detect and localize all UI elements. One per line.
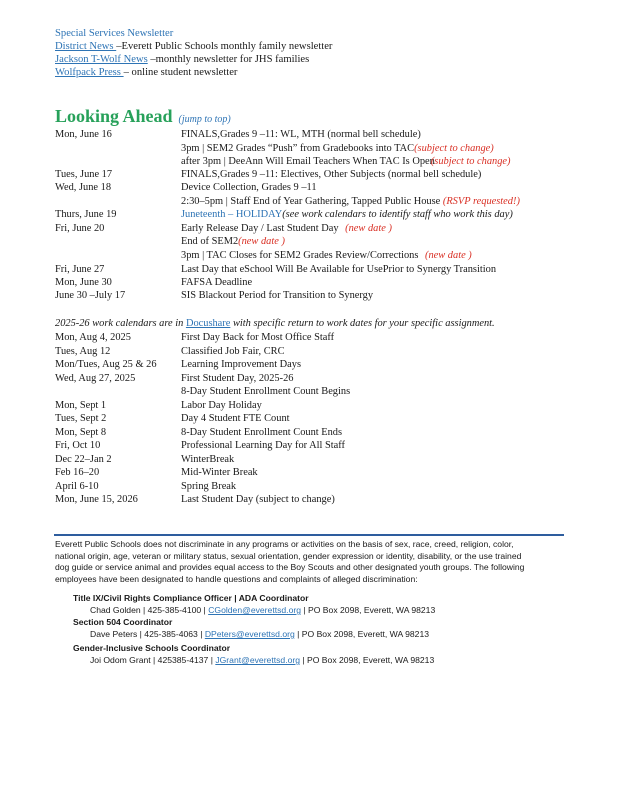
row-date: Tues, June 17 <box>55 169 113 180</box>
statement-line: national origin, age, veteran or military status, sexual orientation, gender expression or identity, disability, or the use trained <box>55 550 522 561</box>
contact-line <box>90 629 429 641</box>
newsletter-item-district <box>55 40 332 53</box>
row-text: FINALS,Grades 9 –11: WL, MTH (normal bell schedule) <box>181 129 421 140</box>
row-date: Mon, Sept 1 <box>55 400 107 411</box>
contact-email-link[interactable]: DPeters@everettsd.org <box>204 629 295 639</box>
row-date: Mon, June 30 <box>55 277 112 288</box>
row-date: Mon/Tues, Aug 25 & 26 <box>55 359 157 370</box>
row-text: WinterBreak <box>181 454 235 465</box>
statement-line: dog guide or service animal and provides equal access to the Boy Scouts and other designated youth groups. The following <box>55 562 525 572</box>
row-text: Day 4 Student FTE Count <box>181 413 290 424</box>
contact-name: Dave Peters | 425-385-4063 | <box>90 629 205 639</box>
row-note: (new date ) <box>425 250 472 261</box>
row-note: (subject to change) <box>430 156 511 167</box>
row-text: Juneteenth – HOLIDAY <box>181 209 283 220</box>
district-news-link[interactable]: District News <box>55 41 117 52</box>
contact-name: Joi Odom Grant | 425385-4137 | <box>90 655 216 665</box>
row-text: 3pm | SEM2 Grades “Push” from Gradebooks into TAC <box>181 143 415 154</box>
row-date: Mon, Aug 4, 2025 <box>55 332 131 343</box>
calendar-note-after: with specific return to work dates for your specific assignment. <box>230 318 495 329</box>
row-text: Classified Job Fair, CRC <box>181 346 285 357</box>
contact-address: | PO Box 2098, Everett, WA 98213 <box>300 655 435 665</box>
row-text: SIS Blackout Period for Transition to Synergy <box>181 290 374 301</box>
wolfpack-press-link[interactable]: Wolfpack Press <box>55 67 124 78</box>
row-date: Feb 16–20 <box>55 467 100 478</box>
row-text: Early Release Day / Last Student Day <box>181 223 342 234</box>
row-text: Spring Break <box>181 481 237 492</box>
contact-role: Section 504 Coordinator <box>73 617 173 627</box>
row-date: Fri, Oct 10 <box>55 440 101 451</box>
row-date: Wed, June 18 <box>55 182 112 193</box>
row-date: Mon, June 15, 2026 <box>55 494 138 505</box>
row-text: First Student Day, 2025-26 <box>181 373 294 384</box>
statement-line: Everett Public Schools does not discriminate in any programs or activities on the basis of sex, race, creed, religion, color, <box>55 539 514 549</box>
jackson-news-link[interactable]: Jackson T-Wolf News <box>55 54 148 65</box>
contact-role: Gender-Inclusive Schools Coordinator <box>73 643 231 653</box>
contact-email-link[interactable]: JGrant@everettsd.org <box>215 655 300 665</box>
contact-email-link[interactable]: CGolden@everettsd.org <box>208 605 301 615</box>
footer-divider <box>54 534 564 536</box>
newsletter-heading: Special Services Newsletter <box>55 28 174 39</box>
row-text: 8-Day Student Enrollment Count Begins <box>181 386 351 397</box>
row-text: after 3pm | DeeAnn Will Email Teachers When TAC Is Open <box>181 156 435 167</box>
docushare-link[interactable]: Docushare <box>185 318 231 329</box>
row-date: June 30 –July 17 <box>55 290 126 301</box>
row-note: (see work calendars to identify staff who work this day) <box>282 209 513 220</box>
row-date: Wed, Aug 27, 2025 <box>55 373 136 384</box>
row-date: Fri, June 27 <box>55 264 105 275</box>
statement-line: employees have been designated to handle questions and complaints of alleged discrimination: <box>55 573 418 584</box>
jump-to-top-link[interactable]: (jump to top) <box>178 114 231 125</box>
row-text: 8-Day Student Enrollment Count Ends <box>181 427 343 438</box>
contact-role: Title IX/Civil Rights Compliance Officer | ADA Coordinator <box>73 593 309 603</box>
row-date: Mon, Sept 8 <box>55 427 107 438</box>
row-note: (RSVP requested!) <box>442 196 520 207</box>
row-date: Tues, Aug 12 <box>55 346 111 357</box>
row-text: Professional Learning Day for All Staff <box>181 440 346 451</box>
newsletter-desc: –monthly newsletter for JHS families <box>147 54 310 65</box>
newsletter-item-jackson <box>55 53 309 66</box>
row-text: Learning Improvement Days <box>181 359 302 370</box>
row-text: Device Collection, Grades 9 –11 <box>181 182 317 193</box>
row-date: Tues, Sept 2 <box>55 413 107 424</box>
newsletter-desc: – online student newsletter <box>123 67 238 78</box>
row-text: Last Student Day (subject to change) <box>181 494 335 505</box>
contact-line <box>90 605 435 617</box>
row-date: Thurs, June 19 <box>55 209 117 220</box>
row-date: Fri, June 20 <box>55 223 105 234</box>
nondiscrimination-statement <box>55 539 524 585</box>
newsletter-desc: –Everett Public Schools monthly family newsletter <box>116 41 333 52</box>
row-text: 3pm | TAC Closes for SEM2 Grades Review/Corrections <box>181 250 422 261</box>
row-note: (new date ) <box>345 223 392 234</box>
row-date: Dec 22–Jan 2 <box>55 454 112 465</box>
contact-address: | PO Box 2098, Everett, WA 98213 <box>301 605 436 615</box>
row-text: FINALS,Grades 9 –11: Electives, Other Subjects (normal bell schedule) <box>181 169 482 180</box>
contact-address: | PO Box 2098, Everett, WA 98213 <box>294 629 430 639</box>
contact-name: Chad Golden | 425-385-4100 | <box>90 605 209 615</box>
row-text: Labor Day Holiday <box>181 400 262 411</box>
row-note: (subject to change) <box>414 143 494 154</box>
contact-line <box>90 655 434 667</box>
row-text: End of SEM2 <box>181 236 239 247</box>
newsletter-item-wolfpack <box>55 66 237 79</box>
row-text: Last Day that eSchool Will Be Available for UsePrior to Synergy Transition <box>181 264 497 275</box>
looking-ahead-title: Looking Ahead <box>55 106 173 126</box>
row-date: Mon, June 16 <box>55 129 112 140</box>
row-text: First Day Back for Most Office Staff <box>181 332 335 343</box>
row-text: 2:30–5pm | Staff End of Year Gathering, Tapped Public House <box>181 196 441 207</box>
row-date: April 6-10 <box>55 481 99 492</box>
looking-ahead-heading <box>55 106 231 127</box>
calendar-note <box>55 318 495 330</box>
row-text: FAFSA Deadline <box>181 277 253 288</box>
calendar-note-before: 2025-26 work calendars are in <box>55 318 186 329</box>
row-text: Mid-Winter Break <box>181 467 258 478</box>
row-note: (new date ) <box>238 236 285 247</box>
